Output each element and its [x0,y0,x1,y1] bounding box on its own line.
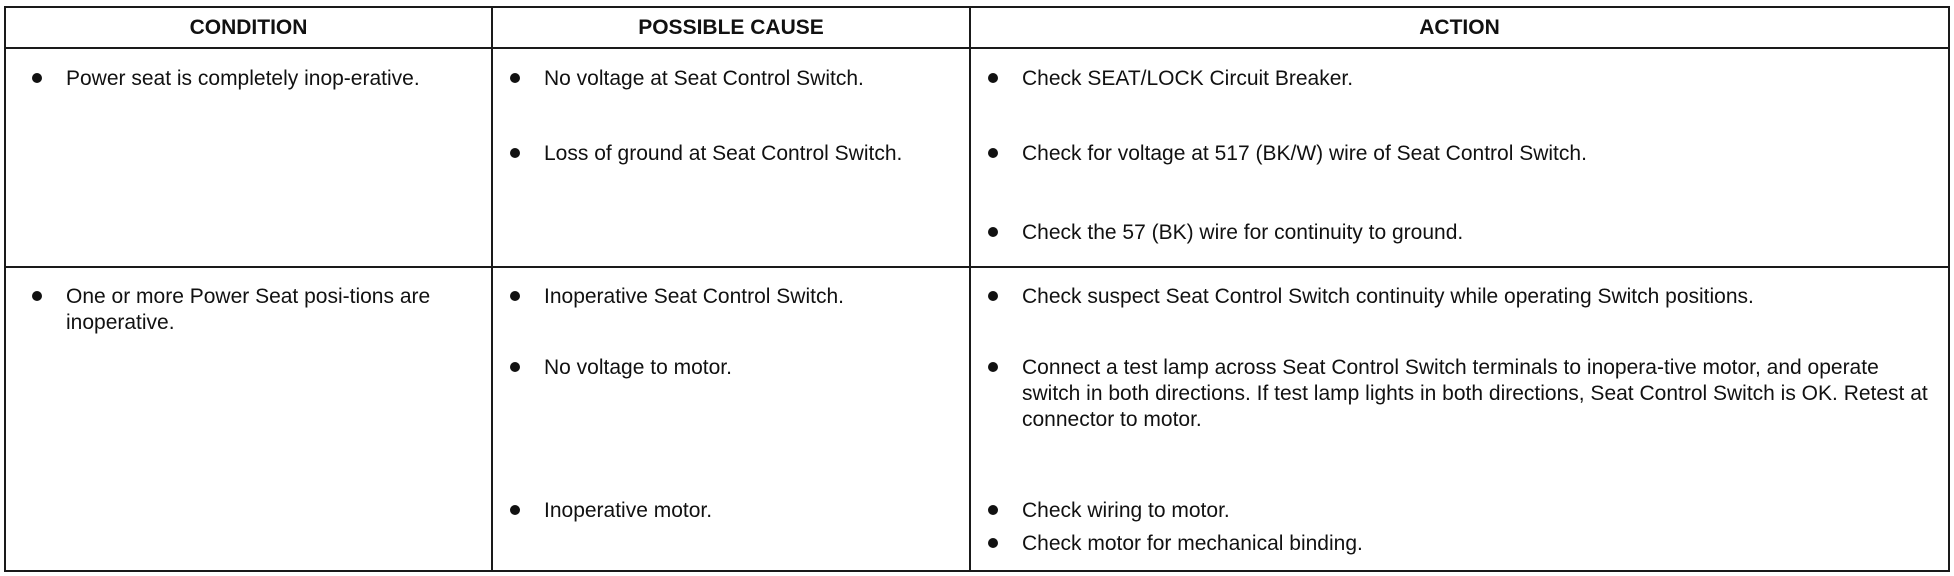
cause-item: Loss of ground at Seat Control Switch. [510,141,960,167]
bullet-icon [988,227,998,237]
cause-item: Inoperative motor. [510,498,960,524]
cause-item: No voltage to motor. [510,355,960,381]
bullet-icon [510,148,520,158]
action-item: Check for voltage at 517 (BK/W) wire of Seat Control Switch. [988,141,1938,167]
action-item: Check suspect Seat Control Switch continuity while operating Switch positions. [988,284,1938,310]
bullet-icon [32,291,42,301]
troubleshooting-table [4,6,1950,572]
action-item: Check wiring to motor. [988,498,1938,524]
row-divider [6,266,1948,268]
bullet-icon [988,148,998,158]
bullet-icon [32,73,42,83]
bullet-icon [510,291,520,301]
action-item: Check the 57 (BK) wire for continuity to ground. [988,220,1938,246]
cause-item: Inoperative Seat Control Switch. [510,284,960,310]
header-possible-cause: POSSIBLE CAUSE [638,16,824,39]
column-divider [969,8,971,570]
action-item: Connect a test lamp across Seat Control Switch terminals to inopera-tive motor, and operate switch in both directions. If test lamp lights in both directions, Seat Control Switch is OK. Retest at connector to motor. [988,355,1938,433]
bullet-icon [988,362,998,372]
header-condition: CONDITION [189,16,308,39]
bullet-icon [988,505,998,515]
bullet-icon [510,73,520,83]
bullet-icon [988,73,998,83]
header-action: ACTION [1419,16,1500,39]
condition-item: Power seat is completely inop-erative. [32,66,472,92]
bullet-icon [988,538,998,548]
bullet-icon [988,291,998,301]
bullet-icon [510,362,520,372]
bullet-icon [510,505,520,515]
action-item: Check SEAT/LOCK Circuit Breaker. [988,66,1938,92]
cause-item: No voltage at Seat Control Switch. [510,66,960,92]
action-item: Check motor for mechanical binding. [988,531,1938,557]
column-divider [491,8,493,570]
condition-item: One or more Power Seat posi-tions are inoperative. [32,284,472,336]
